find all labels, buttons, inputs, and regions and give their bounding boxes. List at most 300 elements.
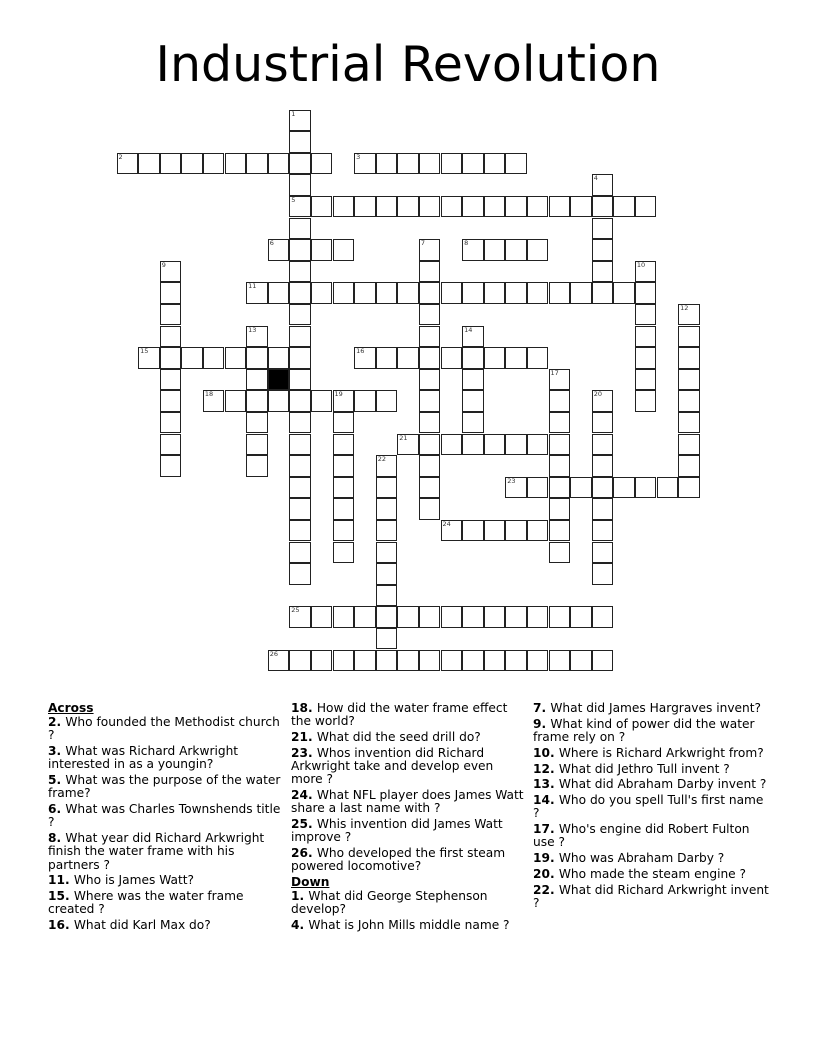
clue-number: 20 [593, 390, 602, 399]
grid-cell[interactable] [527, 196, 549, 218]
grid-cell[interactable] [462, 412, 484, 434]
grid-cell[interactable] [635, 304, 657, 326]
clue-label: 10. [533, 745, 559, 760]
grid-cell[interactable] [549, 455, 571, 477]
grid-cell[interactable] [678, 477, 700, 499]
grid-cell[interactable] [484, 153, 506, 175]
clue-number: 14 [464, 325, 473, 334]
grid-cell[interactable] [160, 326, 182, 348]
clue-label: 26. [291, 846, 317, 860]
grid-cell[interactable] [635, 369, 657, 391]
clue-item [48, 774, 284, 800]
grid-cell[interactable] [333, 455, 355, 477]
clue-text: Who do you spell Tull's first name ? [533, 793, 764, 821]
clue-number: 15 [140, 347, 149, 356]
grid-cell[interactable] [397, 282, 419, 304]
grid-cell[interactable] [592, 477, 614, 499]
grid-cell[interactable] [225, 390, 247, 412]
grid-cell[interactable] [484, 520, 506, 542]
grid-cell[interactable] [635, 326, 657, 348]
grid-cell[interactable] [376, 455, 398, 477]
grid-cell[interactable] [354, 650, 376, 672]
grid-cell[interactable] [376, 153, 398, 175]
clue-text: Who developed the first steam powered locomotive? [291, 846, 506, 874]
clue-label: 25. [291, 817, 317, 831]
clue-item [533, 823, 769, 849]
grid-cell[interactable] [246, 369, 268, 391]
grid-cell[interactable] [549, 196, 571, 218]
grid-cell[interactable] [376, 520, 398, 542]
grid-cell[interactable] [246, 412, 268, 434]
grid-cell[interactable] [289, 520, 311, 542]
clue-item [48, 716, 284, 742]
clue-number: 4 [593, 174, 598, 183]
grid-cell[interactable] [397, 606, 419, 628]
grid-cell[interactable] [462, 196, 484, 218]
grid-cell[interactable] [592, 434, 614, 456]
clue-text: Whos invention did Richard Arkwright take and develop even more ? [291, 745, 494, 787]
grid-cell[interactable] [678, 434, 700, 456]
grid-cell[interactable] [117, 153, 139, 175]
grid-cell[interactable] [289, 110, 311, 132]
grid-cell[interactable] [613, 477, 635, 499]
grid-cell[interactable] [333, 477, 355, 499]
grid-cell[interactable] [181, 153, 203, 175]
grid-cell[interactable] [462, 347, 484, 369]
grid-cell[interactable] [635, 347, 657, 369]
grid-cell[interactable] [354, 606, 376, 628]
grid-cell[interactable] [635, 196, 657, 218]
grid-cell[interactable] [246, 282, 268, 304]
grid-cell[interactable] [505, 477, 527, 499]
grid-cell[interactable] [549, 390, 571, 412]
grid-cell[interactable] [505, 650, 527, 672]
grid-cell[interactable] [549, 412, 571, 434]
grid-cell[interactable] [462, 390, 484, 412]
grid-cell[interactable] [397, 347, 419, 369]
grid-cell[interactable] [419, 369, 441, 391]
grid-cell[interactable] [268, 347, 290, 369]
clue-label: 19. [533, 851, 559, 866]
grid-cell[interactable] [376, 542, 398, 564]
grid-cell[interactable] [268, 153, 290, 175]
grid-cell[interactable] [592, 520, 614, 542]
grid-cell[interactable] [354, 196, 376, 218]
grid-cell[interactable] [592, 455, 614, 477]
clue-text: What is John Mills middle name ? [308, 918, 510, 933]
clue-number: 12 [680, 303, 689, 312]
clue-number: 24 [442, 519, 451, 528]
clue-number: 13 [248, 325, 257, 334]
grid-cell[interactable] [333, 282, 355, 304]
grid-cell[interactable] [160, 434, 182, 456]
grid-cell[interactable] [419, 390, 441, 412]
grid-cell[interactable] [289, 174, 311, 196]
grid-cell[interactable] [484, 282, 506, 304]
grid-cell[interactable] [462, 239, 484, 261]
grid-cell[interactable] [419, 498, 441, 520]
clues-column-2 [291, 702, 527, 935]
grid-cell[interactable] [246, 390, 268, 412]
grid-cell[interactable] [419, 239, 441, 261]
grid-cell[interactable] [160, 347, 182, 369]
grid-cell[interactable] [376, 628, 398, 650]
grid-cell[interactable] [570, 477, 592, 499]
grid-cell[interactable] [527, 434, 549, 456]
grid-cell[interactable] [527, 606, 549, 628]
grid-cell[interactable] [592, 498, 614, 520]
grid-cell[interactable] [592, 174, 614, 196]
grid-cell[interactable] [635, 282, 657, 304]
clue-item [533, 884, 769, 910]
grid-cell[interactable] [635, 390, 657, 412]
grid-cell[interactable] [333, 434, 355, 456]
clue-item [533, 868, 769, 881]
clue-number: 19 [334, 390, 343, 399]
grid-cell[interactable] [505, 196, 527, 218]
grid-cell[interactable] [376, 196, 398, 218]
grid-cell[interactable] [181, 347, 203, 369]
across-heading: Across [48, 701, 94, 715]
grid-cell[interactable] [419, 153, 441, 175]
grid-cell[interactable] [527, 650, 549, 672]
grid-cell[interactable] [354, 282, 376, 304]
grid-cell[interactable] [225, 153, 247, 175]
grid-cell[interactable] [289, 282, 311, 304]
grid-cell[interactable] [354, 347, 376, 369]
grid-cell[interactable] [419, 326, 441, 348]
grid-cell[interactable] [354, 390, 376, 412]
grid-cell[interactable] [527, 282, 549, 304]
clue-label: 8. [48, 831, 66, 846]
clue-number: 10 [636, 260, 646, 269]
grid-cell[interactable] [333, 196, 355, 218]
grid-cell[interactable] [527, 520, 549, 542]
grid-cell[interactable] [462, 282, 484, 304]
grid-cell[interactable] [419, 304, 441, 326]
grid-cell[interactable] [289, 455, 311, 477]
clue-label: 6. [48, 802, 66, 817]
grid-cell[interactable] [246, 326, 268, 348]
clue-text: Who is James Watt? [73, 873, 194, 888]
grid-cell[interactable] [592, 390, 614, 412]
grid-cell[interactable] [484, 606, 506, 628]
grid-cell[interactable] [376, 650, 398, 672]
clue-text: Who made the steam engine ? [558, 866, 747, 881]
grid-cell[interactable] [311, 606, 333, 628]
grid-cell[interactable] [289, 218, 311, 240]
black-cell [268, 369, 290, 391]
grid-cell[interactable] [246, 434, 268, 456]
grid-cell[interactable] [311, 650, 333, 672]
grid-cell[interactable] [138, 347, 160, 369]
grid-cell[interactable] [419, 455, 441, 477]
grid-cell[interactable] [570, 650, 592, 672]
grid-cell[interactable] [527, 477, 549, 499]
grid-cell[interactable] [527, 239, 549, 261]
clue-number: 7 [420, 239, 426, 248]
grid-cell[interactable] [484, 650, 506, 672]
clue-item [48, 745, 284, 771]
grid-cell[interactable] [570, 196, 592, 218]
grid-cell[interactable] [592, 412, 614, 434]
clue-label: 18. [291, 701, 317, 715]
grid-cell[interactable] [419, 650, 441, 672]
grid-cell[interactable] [333, 650, 355, 672]
clue-label: 1. [291, 889, 309, 904]
grid-cell[interactable] [311, 239, 333, 261]
clue-text: What was Richard Arkwright interested in as a youngin? [48, 744, 239, 772]
clue-item [48, 803, 284, 829]
grid-cell[interactable] [657, 477, 679, 499]
grid-cell[interactable] [289, 498, 311, 520]
grid-cell[interactable] [289, 477, 311, 499]
grid-cell[interactable] [678, 412, 700, 434]
clue-item [48, 874, 284, 887]
grid-cell[interactable] [289, 153, 311, 175]
grid-cell[interactable] [333, 239, 355, 261]
grid-cell[interactable] [397, 434, 419, 456]
grid-cell[interactable] [376, 498, 398, 520]
grid-cell[interactable] [289, 347, 311, 369]
grid-cell[interactable] [354, 153, 376, 175]
grid-cell[interactable] [311, 390, 333, 412]
grid-cell[interactable] [462, 326, 484, 348]
grid-cell[interactable] [592, 196, 614, 218]
grid-cell[interactable] [592, 650, 614, 672]
grid-cell[interactable] [549, 477, 571, 499]
grid-cell[interactable] [160, 304, 182, 326]
clue-number: 25 [291, 606, 300, 615]
grid-cell[interactable] [397, 196, 419, 218]
grid-cell[interactable] [505, 239, 527, 261]
grid-cell[interactable] [678, 304, 700, 326]
grid-cell[interactable] [376, 585, 398, 607]
clue-item [48, 919, 284, 932]
clue-label: 21. [291, 730, 317, 744]
grid-cell[interactable] [311, 282, 333, 304]
grid-cell[interactable] [333, 498, 355, 520]
grid-cell[interactable] [441, 520, 463, 542]
grid-cell[interactable] [203, 153, 225, 175]
grid-cell[interactable] [289, 261, 311, 283]
clues-column-3 [533, 702, 769, 913]
grid-cell[interactable] [527, 347, 549, 369]
grid-cell[interactable] [333, 390, 355, 412]
grid-cell[interactable] [419, 434, 441, 456]
grid-cell[interactable] [570, 282, 592, 304]
grid-cell[interactable] [484, 347, 506, 369]
grid-cell[interactable] [333, 520, 355, 542]
grid-cell[interactable] [225, 347, 247, 369]
grid-cell[interactable] [289, 390, 311, 412]
clue-item [291, 747, 527, 787]
grid-cell[interactable] [160, 369, 182, 391]
grid-cell[interactable] [549, 650, 571, 672]
grid-cell[interactable] [419, 412, 441, 434]
grid-cell[interactable] [462, 650, 484, 672]
clue-text: What did Jethro Tull invent ? [558, 761, 730, 776]
grid-cell[interactable] [397, 153, 419, 175]
grid-cell[interactable] [289, 369, 311, 391]
crossword-grid [117, 110, 717, 680]
grid-cell[interactable] [441, 282, 463, 304]
grid-cell[interactable] [505, 153, 527, 175]
clue-number: 9 [161, 260, 166, 269]
grid-cell[interactable] [419, 477, 441, 499]
grid-cell[interactable] [289, 304, 311, 326]
clue-label: 20. [533, 866, 559, 881]
grid-cell[interactable] [419, 196, 441, 218]
grid-cell[interactable] [289, 542, 311, 564]
clue-number: 22 [377, 455, 386, 464]
grid-cell[interactable] [505, 347, 527, 369]
grid-cell[interactable] [549, 369, 571, 391]
grid-cell[interactable] [160, 390, 182, 412]
grid-cell[interactable] [570, 606, 592, 628]
grid-cell[interactable] [505, 606, 527, 628]
grid-cell[interactable] [376, 606, 398, 628]
grid-cell[interactable] [592, 542, 614, 564]
grid-cell[interactable] [549, 282, 571, 304]
clue-label: 2. [48, 715, 66, 730]
grid-cell[interactable] [505, 282, 527, 304]
clue-item [291, 789, 527, 815]
grid-cell[interactable] [635, 477, 657, 499]
grid-cell[interactable] [592, 606, 614, 628]
grid-cell[interactable] [246, 455, 268, 477]
clues-column-1 [48, 702, 284, 935]
clue-label: 15. [48, 889, 74, 904]
grid-cell[interactable] [289, 326, 311, 348]
grid-cell[interactable] [441, 606, 463, 628]
grid-cell[interactable] [268, 239, 290, 261]
grid-cell[interactable] [376, 477, 398, 499]
grid-cell[interactable] [311, 153, 333, 175]
grid-cell[interactable] [333, 606, 355, 628]
grid-cell[interactable] [246, 153, 268, 175]
grid-cell[interactable] [419, 606, 441, 628]
clue-item [533, 718, 769, 744]
grid-cell[interactable] [160, 153, 182, 175]
grid-cell[interactable] [484, 239, 506, 261]
grid-cell[interactable] [376, 563, 398, 585]
grid-cell[interactable] [613, 196, 635, 218]
grid-cell[interactable] [441, 434, 463, 456]
grid-cell[interactable] [678, 369, 700, 391]
grid-cell[interactable] [549, 606, 571, 628]
grid-cell[interactable] [311, 196, 333, 218]
grid-cell[interactable] [203, 347, 225, 369]
grid-cell[interactable] [419, 347, 441, 369]
grid-cell[interactable] [289, 606, 311, 628]
grid-cell[interactable] [613, 282, 635, 304]
grid-cell[interactable] [549, 542, 571, 564]
grid-cell[interactable] [635, 261, 657, 283]
grid-cell[interactable] [592, 282, 614, 304]
grid-cell[interactable] [678, 347, 700, 369]
grid-cell[interactable] [160, 261, 182, 283]
grid-cell[interactable] [549, 520, 571, 542]
clue-label: 22. [533, 882, 559, 897]
grid-cell[interactable] [505, 520, 527, 542]
grid-cell[interactable] [203, 390, 225, 412]
grid-cell[interactable] [419, 261, 441, 283]
grid-cell[interactable] [549, 434, 571, 456]
grid-cell[interactable] [678, 455, 700, 477]
grid-cell[interactable] [505, 434, 527, 456]
grid-cell[interactable] [462, 520, 484, 542]
grid-cell[interactable] [419, 282, 441, 304]
grid-cell[interactable] [289, 563, 311, 585]
grid-cell[interactable] [289, 650, 311, 672]
grid-cell[interactable] [289, 131, 311, 153]
grid-cell[interactable] [462, 153, 484, 175]
clue-label: 11. [48, 873, 74, 888]
clue-label: 24. [291, 788, 317, 802]
grid-cell[interactable] [549, 498, 571, 520]
clue-text: What did Richard Arkwright invent ? [533, 882, 769, 910]
grid-cell[interactable] [268, 390, 290, 412]
clue-item [533, 702, 769, 715]
clue-item [291, 890, 527, 916]
grid-cell[interactable] [592, 218, 614, 240]
clue-item [533, 747, 769, 760]
grid-cell[interactable] [160, 455, 182, 477]
grid-cell[interactable] [376, 390, 398, 412]
clue-label: 12. [533, 761, 559, 776]
clue-label: 23. [291, 745, 317, 760]
grid-cell[interactable] [246, 347, 268, 369]
grid-cell[interactable] [462, 434, 484, 456]
grid-cell[interactable] [289, 239, 311, 261]
grid-cell[interactable] [160, 282, 182, 304]
grid-cell[interactable] [376, 282, 398, 304]
grid-cell[interactable] [333, 542, 355, 564]
grid-cell[interactable] [441, 196, 463, 218]
grid-cell[interactable] [592, 261, 614, 283]
grid-cell[interactable] [289, 196, 311, 218]
grid-cell[interactable] [484, 196, 506, 218]
grid-cell[interactable] [592, 239, 614, 261]
grid-cell[interactable] [268, 282, 290, 304]
clue-label: 7. [533, 701, 551, 715]
grid-cell[interactable] [678, 326, 700, 348]
grid-cell[interactable] [397, 650, 419, 672]
grid-cell[interactable] [441, 153, 463, 175]
grid-cell[interactable] [592, 563, 614, 585]
clue-text: Where was the water frame created ? [48, 889, 244, 917]
grid-cell[interactable] [462, 369, 484, 391]
grid-cell[interactable] [441, 347, 463, 369]
clue-text: Where is Richard Arkwright from? [558, 745, 764, 760]
grid-cell[interactable] [333, 412, 355, 434]
grid-cell[interactable] [160, 412, 182, 434]
clue-label: 13. [533, 777, 559, 792]
grid-cell[interactable] [376, 347, 398, 369]
grid-cell[interactable] [138, 153, 160, 175]
grid-cell[interactable] [462, 606, 484, 628]
grid-cell[interactable] [441, 650, 463, 672]
grid-cell[interactable] [268, 650, 290, 672]
clue-text: What did James Hargraves invent? [550, 701, 762, 715]
grid-cell[interactable] [678, 390, 700, 412]
clue-label: 17. [533, 822, 559, 837]
clue-item [291, 818, 527, 844]
grid-cell[interactable] [289, 412, 311, 434]
grid-cell[interactable] [289, 434, 311, 456]
grid-cell[interactable] [484, 434, 506, 456]
